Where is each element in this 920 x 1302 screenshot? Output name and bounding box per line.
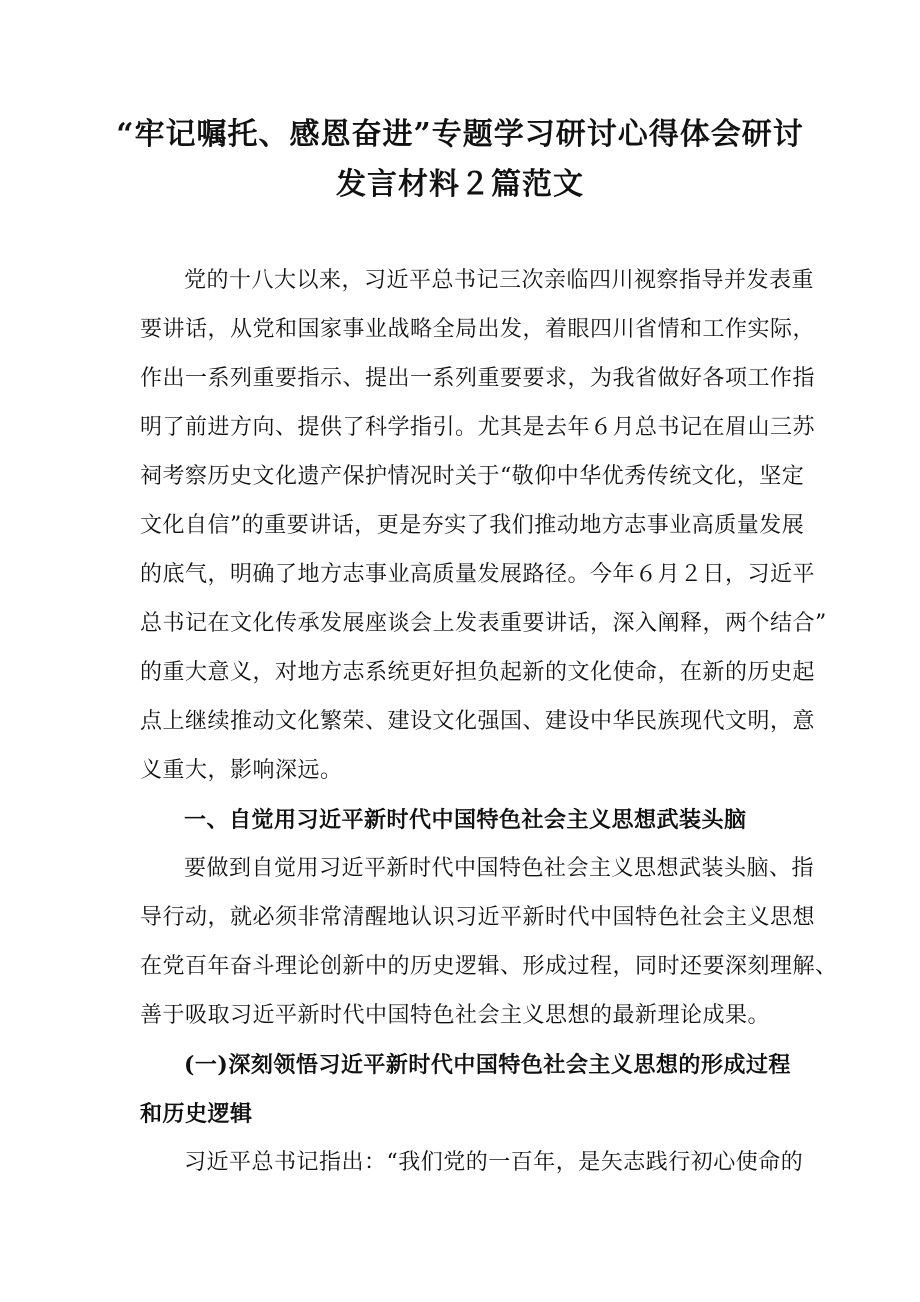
- title-line-2: 发言材料２篇范文: [336, 167, 584, 202]
- paragraph-line: 作出一系列重要指示、提出一系列重要要求，为我省做好各项工作指: [140, 366, 816, 391]
- subheading-line: (一)深刻领悟习近平新时代中国特色社会主义思想的形成过程: [184, 1052, 791, 1078]
- paragraph-line: 习近平总书记指出：“我们党的一百年，是矢志践行初心使命的: [184, 1150, 804, 1175]
- document-title: [100, 110, 820, 210]
- section-heading-1: 一、自觉用习近平新时代中国特色社会主义思想武装头脑: [184, 807, 747, 833]
- subheading-line: 和历史逻辑: [140, 1101, 253, 1127]
- paragraph-line: 要讲话，从党和国家事业战略全局出发，着眼四川省情和工作实际，: [140, 317, 816, 342]
- paragraph-line: 导行动，就必须非常清醒地认识习近平新时代中国特色社会主义思想: [140, 905, 816, 930]
- paragraph-line: 总书记在文化传承发展座谈会上发表重要讲话，深入阐释，两个结合”: [140, 611, 827, 636]
- paragraph-line: 义重大，影响深远。: [140, 758, 343, 783]
- paragraph-line: 党的十八大以来，习近平总书记三次亲临四川视察指导并发表重: [184, 268, 815, 293]
- paragraph-line: 祠考察历史文化遗产保护情况时关于“敬仰中华优秀传统文化，坚定: [140, 464, 805, 489]
- title-line-1: “牢记嘱托、感恩奋进”专题学习研讨心得体会研讨: [116, 117, 804, 152]
- paragraph-line: 在党百年奋斗理论创新中的历史逻辑、形成过程，同时还要深刻理解、: [140, 954, 838, 979]
- paragraph-line: 的重大意义，对地方志系统更好担负起新的文化使命，在新的历史起: [140, 660, 816, 685]
- paragraph-line: 文化自信”的重要讲话，更是夯实了我们推动地方志事业高质量发展: [140, 513, 805, 538]
- paragraph-line: 善于吸取习近平新时代中国特色社会主义思想的最新理论成果。: [140, 1003, 771, 1028]
- paragraph-line: 明了前进方向、提供了科学指引。尤其是去年６月总书记在眉山三苏: [140, 415, 816, 440]
- paragraph-line: 要做到自觉用习近平新时代中国特色社会主义思想武装头脑、指: [184, 856, 815, 881]
- paragraph-line: 的底气，明确了地方志事业高质量发展路径。今年６月２日，习近平: [140, 562, 816, 587]
- paragraph-line: 点上继续推动文化繁荣、建设文化强国、建设中华民族现代文明，意: [140, 709, 816, 734]
